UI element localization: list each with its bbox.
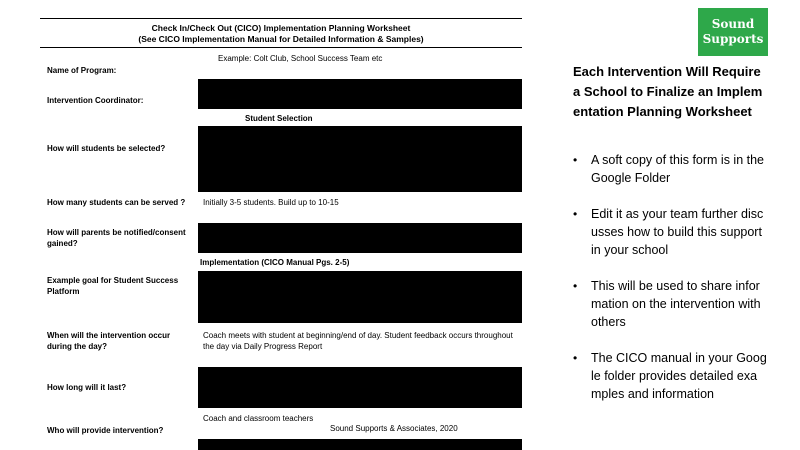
logo-line2: Supports: [702, 32, 764, 46]
label-example-goal: Example goal for Student Success Platform: [47, 276, 179, 296]
worksheet-title-line2: (See CICO Implementation Manual for Detailed Information & Samples): [138, 34, 424, 44]
redacted-example-goal: [198, 271, 522, 323]
worksheet-footer: Sound Supports & Associates, 2020: [330, 424, 458, 433]
bullet-item: [573, 349, 767, 403]
bullet-dot-icon: •: [573, 351, 578, 365]
value-how-many: Initially 3-5 students. Build up to 10-15: [203, 198, 339, 207]
worksheet-title-rule: [40, 47, 522, 48]
section-implementation: Implementation (CICO Manual Pgs. 2-5): [200, 258, 350, 267]
section-student-selection: Student Selection: [245, 114, 313, 123]
bullet-text: A soft copy of this form is in the Google Folder: [591, 153, 764, 185]
panel-bullet-list: [573, 151, 767, 421]
logo-line1: Sound: [711, 17, 755, 31]
bullet-text: Edit it as your team further discusses how to build this support in your school: [591, 207, 764, 257]
label-how-selected: How will students be selected?: [47, 144, 166, 153]
example-hint: Example: Colt Club, School Success Team etc: [218, 54, 383, 63]
bullet-dot-icon: •: [573, 207, 578, 221]
redacted-how-long: [198, 367, 522, 408]
redacted-coordinator: [198, 79, 522, 109]
label-who-provides: Who will provide intervention?: [47, 426, 164, 435]
sound-supports-logo: [698, 8, 768, 56]
value-when-occur: Coach meets with student at beginning/end of day. Student feedback occurs throughout the day via Daily Progress Report: [203, 331, 513, 351]
bullet-text: This will be used to share information on the intervention with others: [591, 279, 761, 329]
label-program-name: Name of Program:: [47, 66, 117, 75]
bullet-item: [573, 151, 767, 187]
label-when-occur: When will the intervention occur during the day?: [47, 331, 171, 351]
label-parents-notified: How will parents be notified/consent gained?: [47, 228, 186, 248]
label-how-many: How many students can be served ?: [47, 198, 186, 207]
bullet-dot-icon: •: [573, 279, 578, 293]
label-coordinator: Intervention Coordinator:: [47, 96, 144, 105]
worksheet-title: [40, 23, 522, 45]
redacted-parents-notified: [198, 223, 522, 253]
value-who-provides: Coach and classroom teachers: [203, 414, 314, 423]
bullet-item: [573, 277, 767, 331]
panel-heading: Each Intervention Will Require a School to Finalize an Implementation Planning Worksheet: [573, 64, 763, 119]
bullet-dot-icon: •: [573, 153, 578, 167]
worksheet-title-line1: Check In/Check Out (CICO) Implementation Planning Worksheet: [151, 23, 411, 33]
redacted-bottom: [198, 439, 522, 450]
bullet-text: The CICO manual in your Google folder provides detailed examples and information: [591, 351, 767, 401]
redacted-how-selected: [198, 126, 522, 192]
worksheet-top-rule: [40, 18, 522, 19]
label-how-long: How long will it last?: [47, 383, 127, 392]
bullet-item: [573, 205, 767, 259]
